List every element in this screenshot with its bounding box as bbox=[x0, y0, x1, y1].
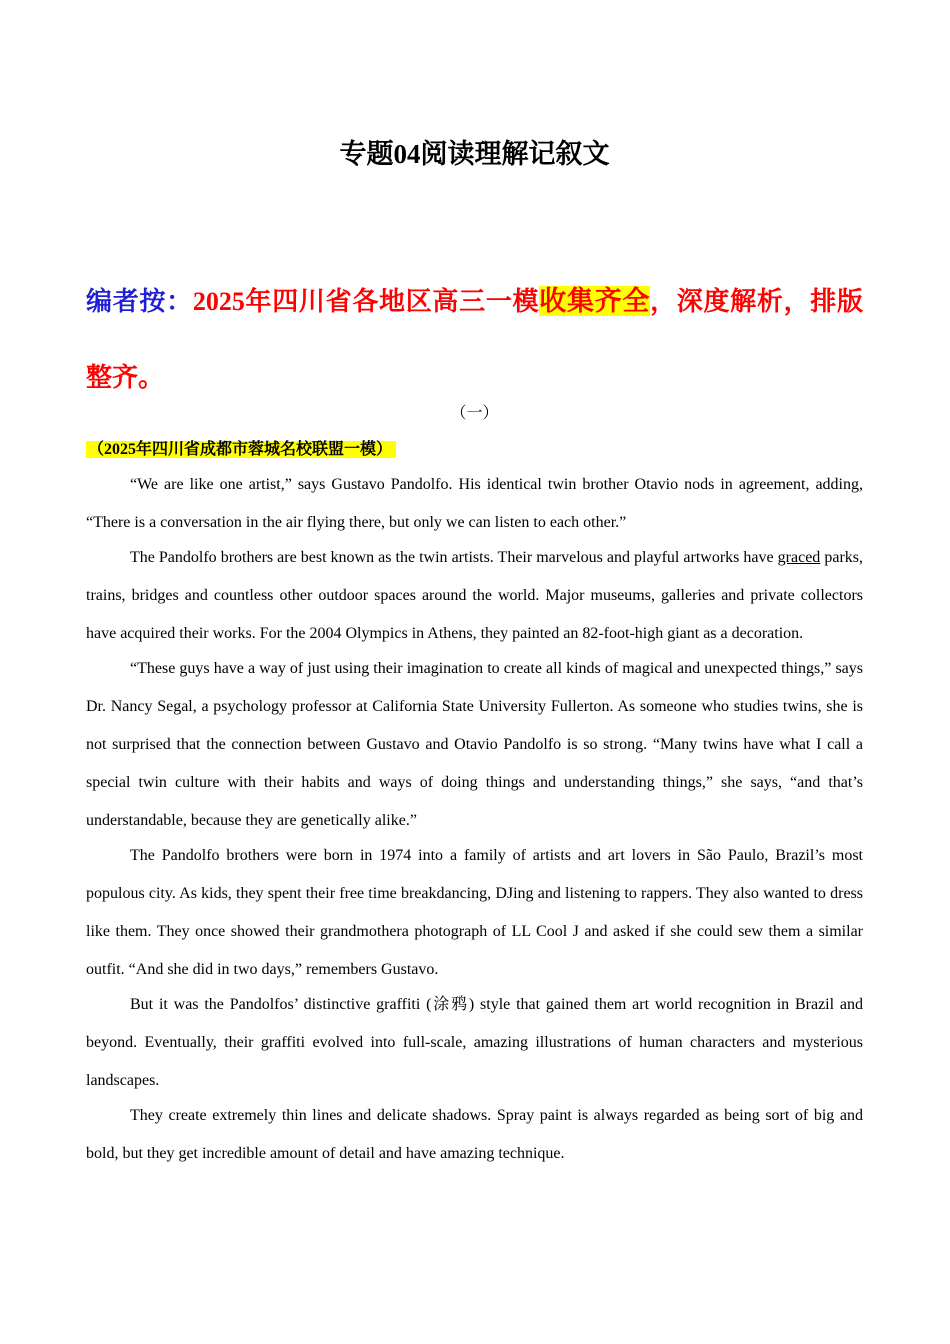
editor-note bbox=[86, 263, 863, 416]
editor-note-text-2: ，深度解析，排版整齐。 bbox=[86, 287, 863, 392]
paragraph-2-start: The Pandolfo brothers are best known as the twin artists. Their marvelous and playful artworks have bbox=[130, 549, 778, 566]
document-title: 专题04阅读理解记叙文 bbox=[339, 139, 610, 169]
editor-note-label: 编者按： bbox=[86, 287, 193, 316]
paragraph-6: They create extremely thin lines and delicate shadows. Spray paint is always regarded as being sort of big and bold, but they get incredible amount of detail and have amazing technique. bbox=[86, 1107, 863, 1162]
paragraph-1: “We are like one artist,” says Gustavo Pandolfo. His identical twin brother Otavio nods in agreement, adding, “There is a conversation in the air flying there, but only we can listen to each other.” bbox=[86, 476, 863, 531]
passage-body bbox=[86, 466, 863, 1170]
section-number: （一） bbox=[450, 405, 499, 422]
underlined-word-graced: graced bbox=[777, 549, 821, 566]
editor-note-text-1: 2025年四川省各地区高三一模 bbox=[192, 287, 540, 316]
source-label bbox=[86, 438, 396, 462]
paragraph-2 bbox=[86, 539, 863, 653]
paragraph-4: The Pandolfo brothers were born in 1974 into a family of artists and art lovers in São Paulo, Brazil’s most populous city. As kids, they spent their free time breakdancing, DJing and listening to rappers. They also wanted to dress like them. They once showed their grandmothera photograph of LL Cool J and asked if she could sew them a similar outfit. “And she did in two days,” remembers Gustavo. bbox=[86, 847, 863, 978]
editor-note-highlight: 收集齐全 bbox=[539, 286, 651, 316]
paragraph-3: “These guys have a way of just using their imagination to create all kinds of magical and unexpected things,” says Dr. Nancy Segal, a psychology professor at California State University Fullerton. As someone who studies twins, she is not surprised that the connection between Gustavo and Otavio Pandolfo is so strong. “Many twins have what I call a special twin culture with their habits and ways of doing things and understanding things,” she says, “and that’s understandable, because they are genetically alike.” bbox=[86, 660, 863, 829]
paragraph-2-end: parks, trains, bridges and countless other outdoor spaces around the world. Major museums, galleries and private collectors have acquired their works. For the 2004 Olympics in Athens, they painted an 82-foot-high giant as a decoration. bbox=[86, 549, 864, 642]
paragraph-5: But it was the Pandolfos’ distinctive graffiti (涂鸦) style that gained them art world recognition in Brazil and beyond. Eventually, their graffiti evolved into full-scale, amazing illustrations of human characters and mysterious landscapes. bbox=[86, 996, 863, 1089]
source-highlight: （2025年四川省成都市蓉城名校联盟一模） bbox=[86, 441, 396, 458]
